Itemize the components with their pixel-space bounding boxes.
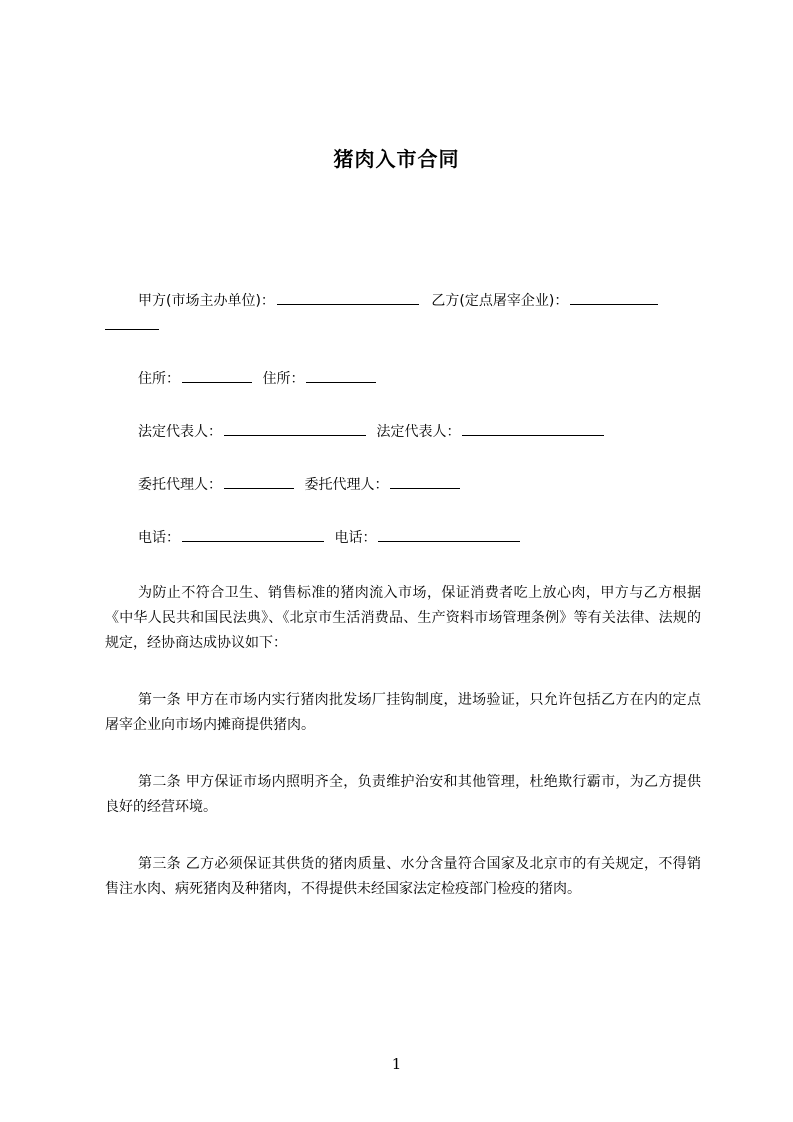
phone-a-label: 电话： [138, 530, 180, 546]
agent-b-label: 委托代理人： [304, 477, 389, 493]
agent-line [105, 473, 701, 498]
agent-b-blank [390, 474, 460, 489]
article-3-paragraph: 第三条 乙方必须保证其供货的猪肉质量、水分含量符合国家及北京市的有关规定，不得销售注水肉、病死猪肉及种猪肉，不得提供未经国家法定检疫部门检疫的猪肉。 [105, 856, 701, 897]
agent-a-blank [224, 474, 294, 489]
agent-a-label: 委托代理人： [138, 477, 222, 493]
party-b-label: 乙方(定点屠宰企业)： [431, 293, 569, 309]
phone-line [105, 526, 701, 551]
address-b-label: 住所： [262, 371, 305, 387]
contract-body [105, 289, 701, 902]
document-title: 猪肉入市合同 [333, 147, 460, 171]
address-a-blank [182, 368, 252, 383]
legal-rep-a-label: 法定代表人： [138, 424, 222, 440]
party-b-blank-continued [105, 314, 701, 339]
legal-rep-b-label: 法定代表人： [376, 424, 461, 440]
party-b-blank [570, 290, 658, 305]
legal-rep-a-blank [224, 421, 366, 436]
phone-b-blank [378, 527, 520, 542]
article-1-paragraph: 第一条 甲方在市场内实行猪肉批发场厂挂钩制度，进场验证，只允许包括乙方在内的定点屠宰企业向市场内摊商提供猪肉。 [105, 692, 701, 733]
address-a-label: 住所： [138, 371, 180, 387]
parties-line [105, 289, 701, 314]
page-number: 1 [391, 1055, 402, 1073]
party-a-blank [277, 290, 419, 305]
legal-rep-b-blank [462, 421, 604, 436]
article-2-paragraph: 第二条 甲方保证市场内照明齐全，负责维护治安和其他管理，杜绝欺行霸市，为乙方提供良好的经营环境。 [105, 774, 701, 815]
legal-rep-line [105, 420, 701, 445]
address-b-blank [306, 368, 376, 383]
preamble-paragraph: 为防止不符合卫生、销售标准的猪肉流入市场，保证消费者吃上放心肉，甲方与乙方根据《中华人民共和国民法典》、《北京市生活消费品、生产资料市场管理条例》等有关法律、法规的规定，经协商达成协议如下： [105, 585, 701, 651]
party-a-label: 甲方(市场主办单位)： [138, 293, 275, 309]
address-line [105, 367, 701, 392]
phone-a-blank [182, 527, 324, 542]
phone-b-label: 电话： [334, 530, 377, 546]
